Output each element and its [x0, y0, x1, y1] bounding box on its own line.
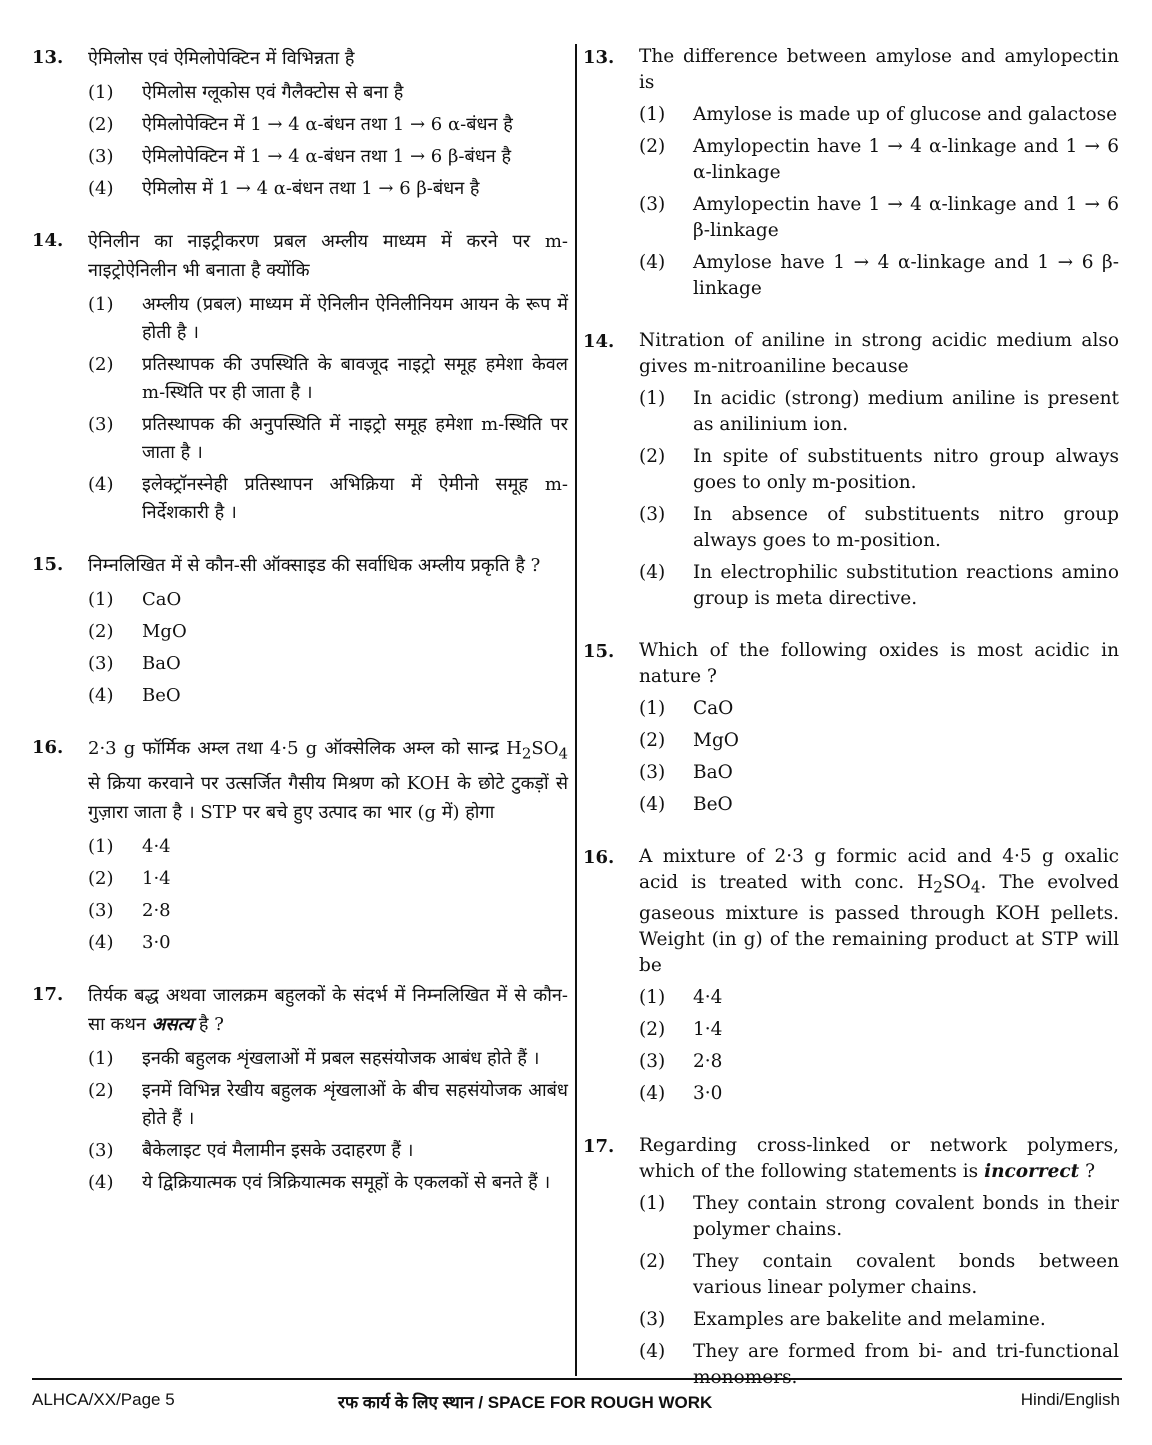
- question-stem: ऐमिलोस एवं ऐमिलोपेक्टिन में विभिन्नता है: [88, 48, 355, 69]
- option-number: (4): [639, 794, 666, 815]
- option-text: ऐमिलोस में 1 → 4 α-बंधन तथा 1 → 6 β-बंधन है: [142, 178, 480, 199]
- option-2: [639, 444, 1119, 496]
- option-4: [639, 792, 1119, 818]
- option-text: In electrophilic substitution reactions amino group is meta directive.: [693, 562, 1119, 609]
- option-text: They contain strong covalent bonds in their polymer chains.: [693, 1192, 1119, 1240]
- option-number: (1): [88, 82, 114, 103]
- page-code: ALHCA/XX/Page 5: [32, 1390, 175, 1409]
- option-text: Amylose is made up of glucose and galactose: [693, 104, 1118, 125]
- english-column: [583, 44, 1119, 1417]
- option-number: (1): [639, 1192, 666, 1214]
- stem-text: Regarding cross-linked or network polymers, which of the following statements is: [639, 1134, 1119, 1182]
- option-number: (4): [88, 1171, 114, 1193]
- option-number: (3): [639, 1050, 666, 1072]
- option-3: [639, 1307, 1119, 1333]
- option-1: [88, 833, 568, 861]
- option-number: (4): [639, 252, 666, 273]
- option-text: 2·8: [693, 1050, 723, 1072]
- stem-text: ?: [1079, 1160, 1096, 1182]
- question-15-hindi: [32, 551, 568, 714]
- option-number: (1): [639, 698, 666, 719]
- subscript: 4: [558, 744, 568, 763]
- option-3: [639, 502, 1119, 554]
- option-4: [88, 1169, 568, 1197]
- option-3: [88, 897, 568, 925]
- column-divider: [575, 44, 577, 1376]
- question-stem: Which of the following oxides is most acidic in nature ?: [639, 640, 1119, 687]
- stem-text: A mixture of 2·3 g formic acid and 4·5 g oxalic acid is treated with conc. H: [639, 846, 1119, 893]
- question-number: 14.: [583, 331, 615, 352]
- option-number: (1): [639, 388, 666, 409]
- option-number: (3): [88, 414, 114, 435]
- question-number: 17.: [583, 1135, 615, 1157]
- option-number: (3): [639, 194, 666, 215]
- option-text: 1·4: [693, 1018, 723, 1040]
- option-text: In acidic (strong) medium aniline is present as anilinium ion.: [693, 388, 1119, 435]
- option-1: [639, 386, 1119, 438]
- option-number: (3): [639, 504, 666, 525]
- option-4: [639, 560, 1119, 612]
- question-17-hindi: [32, 981, 568, 1201]
- option-text: In absence of substituents nitro group always goes to m-position.: [693, 504, 1119, 551]
- question-number: 17.: [32, 983, 64, 1005]
- option-text: ऐमिलोपेक्टिन में 1 → 4 α-बंधन तथा 1 → 6 α-बंधन है: [142, 114, 513, 135]
- question-17-english: [583, 1133, 1119, 1397]
- option-2: [639, 1017, 1119, 1043]
- stem-text: है ?: [193, 1013, 224, 1035]
- option-3: [639, 760, 1119, 786]
- option-1: [639, 102, 1119, 128]
- question-stem: [639, 844, 1119, 979]
- question-stem: ऐनिलीन का नाइट्रीकरण प्रबल अम्लीय माध्यम में करने पर m-नाइट्रोऐनिलीन भी बनाता है क्योंकि: [88, 231, 568, 281]
- question-16-english: [583, 844, 1119, 1113]
- option-4: [88, 175, 568, 203]
- option-number: (3): [88, 899, 114, 921]
- option-text: प्रतिस्थापक की अनुपस्थिति में नाइट्रो समूह हमेशा m-स्थिति पर जाता है ।: [142, 414, 568, 463]
- option-4: [639, 1081, 1119, 1107]
- stem-text: SO: [942, 872, 971, 893]
- option-1: [88, 1045, 568, 1073]
- option-number: (4): [639, 1082, 666, 1104]
- question-stem: [88, 734, 568, 827]
- question-stem: [88, 981, 568, 1039]
- option-1: [88, 586, 568, 614]
- question-number: 13.: [583, 47, 615, 68]
- option-text: They contain covalent bonds between various linear polymer chains.: [693, 1250, 1119, 1298]
- hindi-column: [32, 44, 568, 1221]
- option-text: CaO: [142, 589, 182, 610]
- option-number: (2): [639, 1250, 666, 1272]
- emphasis-text: incorrect: [984, 1160, 1080, 1182]
- option-number: (2): [88, 621, 114, 642]
- option-4: [88, 471, 568, 527]
- option-number: (3): [88, 146, 114, 167]
- option-3: [88, 650, 568, 678]
- option-number: (1): [88, 835, 114, 857]
- stem-text: . The evolved gaseous mixture is passed through KOH pellets. Weight (in g) of the remaining product at STP will be: [639, 872, 1119, 976]
- option-text: अम्लीय (प्रबल) माध्यम में ऐनिलीन ऐनिलीनियम आयन के रूप में होती है ।: [142, 294, 568, 343]
- option-text: Examples are bakelite and melamine.: [693, 1308, 1046, 1330]
- option-1: [639, 985, 1119, 1011]
- option-1: [639, 1191, 1119, 1243]
- option-text: 3·0: [693, 1082, 723, 1104]
- option-text: 3·0: [142, 931, 171, 953]
- option-text: CaO: [693, 698, 734, 719]
- option-1: [639, 696, 1119, 722]
- option-3: [639, 1049, 1119, 1075]
- option-text: Amylopectin have 1 → 4 α-linkage and 1 → 6 α-linkage: [693, 136, 1119, 183]
- question-number: 16.: [32, 737, 64, 758]
- option-text: प्रतिस्थापक की उपस्थिति के बावजूद नाइट्रो समूह हमेशा केवल m-स्थिति पर ही जाता है ।: [142, 354, 568, 403]
- option-text: ऐमिलोपेक्टिन में 1 → 4 α-बंधन तथा 1 → 6 β-बंधन है: [142, 146, 512, 167]
- option-text: BeO: [142, 685, 181, 706]
- option-text: बैकेलाइट एवं मैलामीन इसके उदाहरण हैं ।: [142, 1139, 414, 1161]
- question-number: 16.: [583, 847, 615, 868]
- option-2: [639, 1249, 1119, 1301]
- option-number: (2): [639, 730, 666, 751]
- option-text: ये द्विक्रियात्मक एवं त्रिक्रियात्मक समूहों के एकलकों से बनते हैं ।: [142, 1171, 551, 1193]
- option-number: (2): [88, 1079, 114, 1101]
- stem-text: से क्रिया करवाने पर उत्सर्जित गैसीय मिश्रण को KOH के छोटे टुकड़ों से गुज़ारा जाता है । STP पर बचे हुए उत्पाद का भार (g में) होगा: [88, 772, 568, 823]
- option-text: Amylose have 1 → 4 α-linkage and 1 → 6 β-linkage: [693, 252, 1119, 299]
- question-number: 13.: [32, 47, 64, 68]
- question-number: 15.: [583, 641, 615, 662]
- option-2: [88, 618, 568, 646]
- option-text: BaO: [693, 762, 733, 783]
- option-number: (1): [88, 294, 114, 315]
- option-number: (4): [639, 1340, 666, 1362]
- question-number: 15.: [32, 554, 64, 575]
- option-2: [88, 111, 568, 139]
- option-4: [88, 929, 568, 957]
- question-stem: Nitration of aniline in strong acidic medium also gives m-nitroaniline because: [639, 330, 1119, 377]
- option-number: (2): [639, 1018, 666, 1040]
- footer-divider: [32, 1378, 1122, 1380]
- option-3: [88, 411, 568, 467]
- option-1: [88, 291, 568, 347]
- option-text: MgO: [693, 730, 739, 751]
- option-4: [639, 1339, 1119, 1391]
- question-14-hindi: [32, 227, 568, 531]
- language-label: Hindi/English: [1020, 1390, 1120, 1409]
- emphasis-text: असत्य: [151, 1013, 194, 1035]
- option-2: [639, 134, 1119, 186]
- question-13-english: [583, 44, 1119, 308]
- subscript: 4: [970, 878, 981, 897]
- option-number: (3): [639, 762, 666, 783]
- question-stem: The difference between amylose and amylopectin is: [639, 46, 1119, 93]
- option-number: (4): [88, 685, 114, 706]
- question-16-hindi: [32, 734, 568, 961]
- option-text: In spite of substituents nitro group always goes to only m-position.: [693, 446, 1119, 493]
- option-text: 1·4: [142, 867, 171, 889]
- option-number: (3): [639, 1308, 666, 1330]
- option-number: (1): [639, 986, 666, 1008]
- option-number: (1): [88, 1047, 114, 1069]
- option-number: (4): [88, 178, 114, 199]
- option-number: (2): [639, 446, 666, 467]
- question-number: 14.: [32, 230, 64, 251]
- option-text: BeO: [693, 794, 733, 815]
- option-number: (4): [639, 562, 666, 583]
- option-number: (1): [639, 104, 666, 125]
- option-4: [88, 682, 568, 710]
- subscript: 2: [933, 878, 943, 897]
- option-text: BaO: [142, 653, 181, 674]
- option-text: ऐमिलोस ग्लूकोस एवं गैलैक्टोस से बना है: [142, 82, 404, 103]
- stem-text: SO: [531, 738, 559, 759]
- option-text: 4·4: [142, 835, 171, 857]
- option-number: (4): [88, 474, 114, 495]
- option-text: इनमें विभिन्न रेखीय बहुलक शृंखलाओं के बीच सहसंयोजक आबंध होते हैं ।: [142, 1079, 568, 1129]
- option-3: [639, 192, 1119, 244]
- option-number: (3): [88, 1139, 114, 1161]
- stem-text: 2·3 g फॉर्मिक अम्ल तथा 4·5 g ऑक्सेलिक अम्ल को सान्द्र H: [88, 738, 522, 759]
- stem-text: तिर्यक बद्ध अथवा जालक्रम बहुलकों के संदर्भ में निम्नलिखित में से कौन-सा कथन: [88, 984, 568, 1035]
- rough-work-label: रफ कार्य के लिए स्थान / SPACE FOR ROUGH WORK: [338, 1393, 713, 1412]
- option-1: [88, 79, 568, 107]
- option-3: [88, 143, 568, 171]
- option-number: (2): [88, 114, 114, 135]
- option-text: इलेक्ट्रॉनस्नेही प्रतिस्थापन अभिक्रिया में ऐमीनो समूह m-निर्देशकारी है ।: [142, 474, 568, 523]
- option-number: (1): [88, 589, 114, 610]
- question-stem: [639, 1133, 1119, 1185]
- subscript: 2: [521, 744, 532, 763]
- option-2: [639, 728, 1119, 754]
- question-stem: निम्नलिखित में से कौन-सी ऑक्साइड की सर्वाधिक अम्लीय प्रकृति है ?: [88, 555, 541, 576]
- option-text: Amylopectin have 1 → 4 α-linkage and 1 → 6 β-linkage: [693, 194, 1119, 241]
- option-3: [88, 1137, 568, 1165]
- option-number: (2): [88, 867, 114, 889]
- option-2: [88, 351, 568, 407]
- question-13-hindi: [32, 44, 568, 207]
- option-number: (4): [88, 931, 114, 953]
- option-text: इनकी बहुलक शृंखलाओं में प्रबल सहसंयोजक आबंध होते हैं ।: [142, 1047, 540, 1069]
- option-text: 2·8: [142, 899, 171, 921]
- option-2: [88, 1077, 568, 1133]
- option-2: [88, 865, 568, 893]
- question-15-english: [583, 638, 1119, 824]
- option-text: MgO: [142, 621, 187, 642]
- option-text: They are formed from bi- and tri-functional: [693, 1340, 1119, 1362]
- question-14-english: [583, 328, 1119, 618]
- option-4: [639, 250, 1119, 302]
- option-text: 4·4: [693, 986, 723, 1008]
- option-number: (2): [639, 136, 666, 157]
- option-number: (3): [88, 653, 114, 674]
- option-number: (2): [88, 354, 114, 375]
